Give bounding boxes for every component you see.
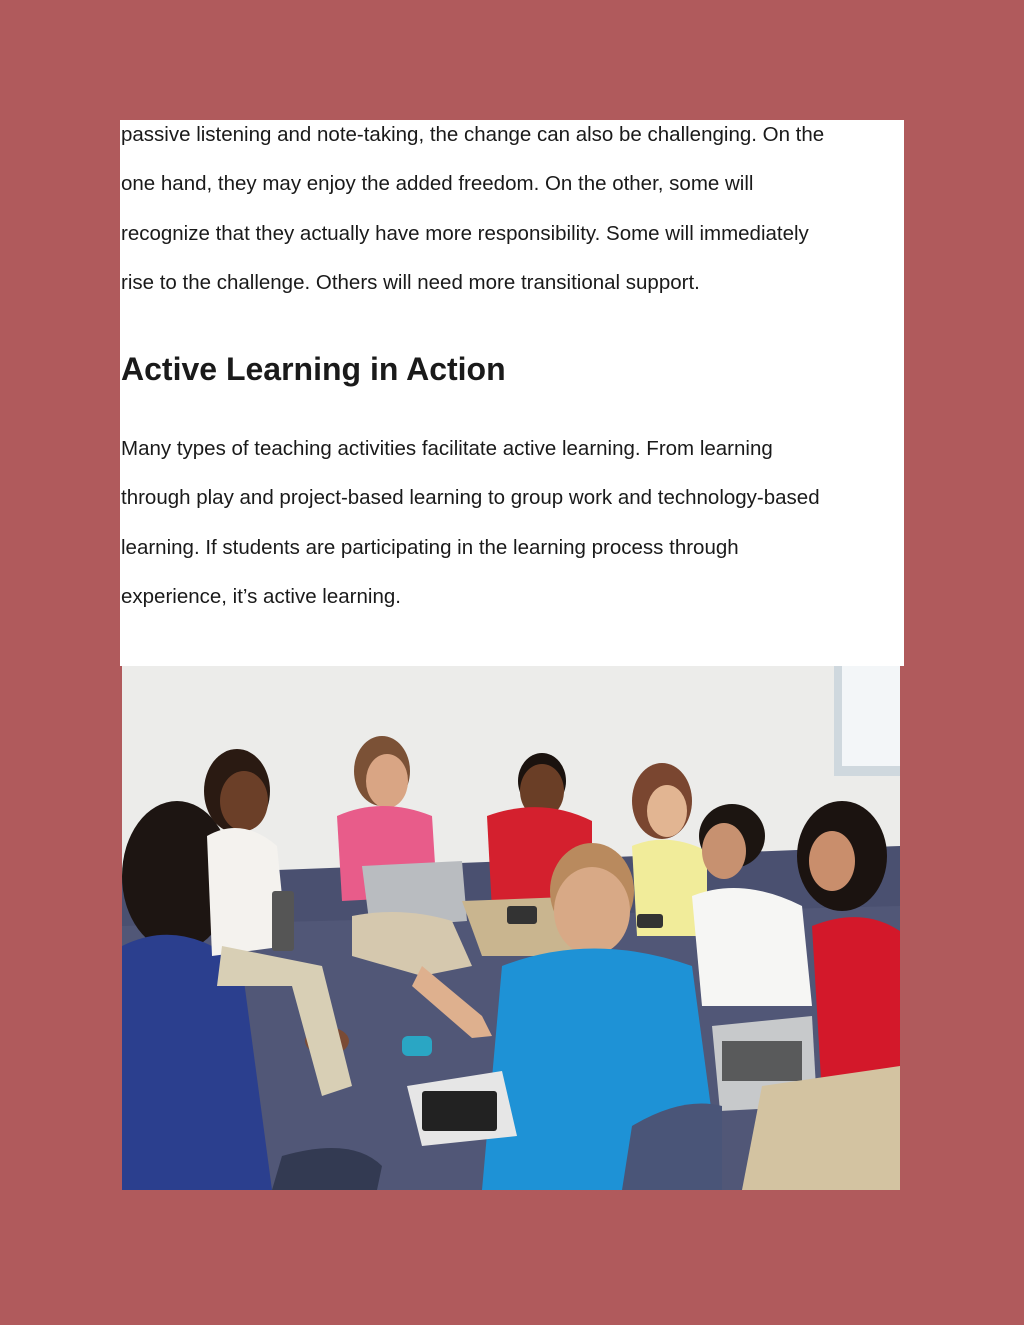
text-card: [120, 120, 904, 666]
paragraph-line: through play and project-based learning to group work and technology-based: [121, 486, 820, 510]
paragraph-line: learning. If students are participating in the learning process through: [121, 535, 739, 559]
body-paragraph: [121, 424, 820, 621]
classroom-photo: [122, 666, 900, 1190]
classroom-illustration: [122, 666, 900, 1190]
section-heading: Active Learning in Action: [121, 351, 506, 387]
intro-paragraph: [121, 110, 824, 307]
paragraph-line: Many types of teaching activities facilitate active learning. From learning: [121, 437, 773, 460]
paragraph-line: one hand, they may enjoy the added freedom. On the other, some will: [121, 172, 754, 196]
paragraph-line: experience, it’s active learning.: [121, 584, 401, 608]
paragraph-line: recognize that they actually have more responsibility. Some will immediately: [121, 221, 809, 245]
paragraph-line: rise to the challenge. Others will need more transitional support.: [121, 270, 700, 294]
paragraph-line: passive listening and note-taking, the change can also be challenging. On the: [121, 123, 825, 146]
